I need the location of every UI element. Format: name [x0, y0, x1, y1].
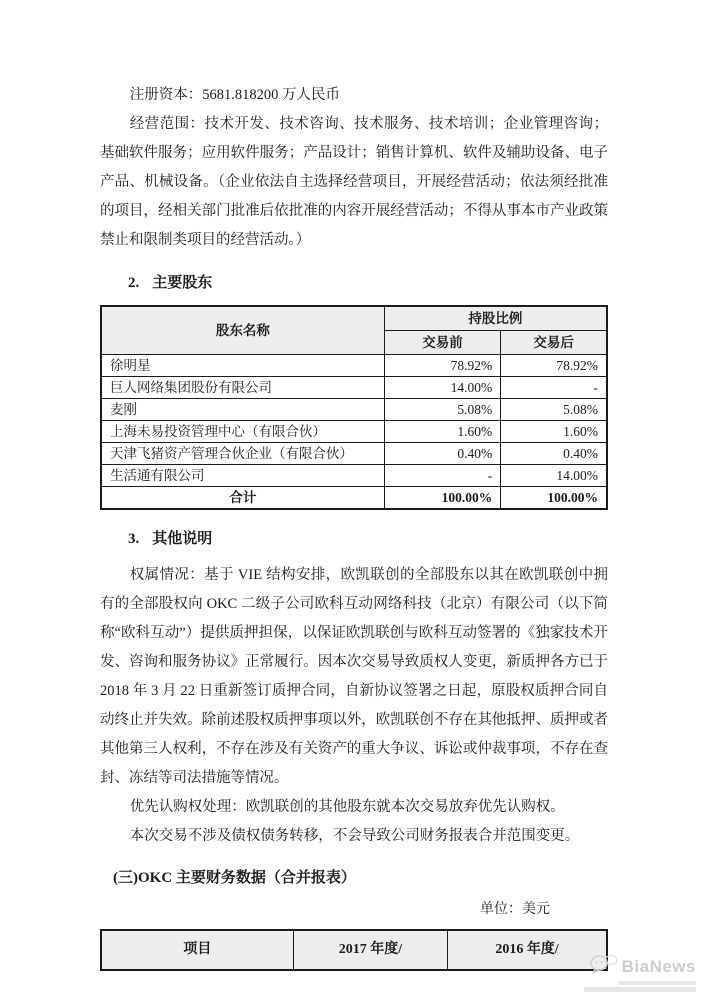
table-row — [101, 443, 607, 465]
section-heading-financial-data: (三)OKC 主要财务数据（合并报表） — [113, 870, 356, 886]
ratio-after-cell: 14.00% — [501, 465, 607, 487]
debt-transfer-paragraph: 本次交易不涉及债权债务转移，不会导致公司财务报表合并范围变更。 — [129, 828, 580, 844]
watermark — [546, 954, 696, 992]
ownership-paragraph: 权属情况：基于 VIE 结构安排，欧凯联创的全部股东以其在欧凯联创中拥有的全部股权向 OKC 二级子公司欧科互动网络科技（北京）有限公司（以下简称“欧科互动”）提供质押担保，以保证欧凯联创与欧科互动签署的《独家技术开发、咨询和服务协议》正常履行。因本次交易导致质权人变更，新质押各方已于 2018 年 3 月 22 日重新签订质押合同，自新协议签署之日起，原股权质押合同自动终止并失效。除前述股权质押事项以外，欧凯联创不存在其他抵押、质押或者其他第三人权利，不存在涉及有关资产的重大争议、诉讼或仲裁事项，不存在查封、冻结等司法措施等情况。 — [100, 567, 608, 786]
shareholder-name-cell: 麦刚 — [101, 399, 384, 421]
ratio-before-cell: 0.40% — [384, 443, 500, 465]
table-row — [101, 355, 607, 377]
section-number: 2. — [128, 275, 140, 291]
ratio-after-cell: 1.60% — [501, 421, 607, 443]
ratio-after-cell: 0.40% — [501, 443, 607, 465]
total-before-cell: 100.00% — [384, 487, 500, 510]
shareholder-name-cell: 天津飞猪资产管理合伙企业（有限合伙） — [101, 443, 384, 465]
financial-data-table — [100, 929, 608, 971]
chat-bubble-logo-icon — [590, 954, 618, 979]
table-total-row — [101, 487, 607, 510]
col-header-item: 项目 — [101, 930, 293, 970]
table-row — [101, 465, 607, 487]
document-content — [100, 0, 608, 971]
watermark-brand-text: BiaNews — [621, 956, 696, 976]
business-scope-paragraph: 经营范围：技术开发、技术咨询、技术服务、技术培训；企业管理咨询；基础软件服务；应用软件服务；产品设计；销售计算机、软件及辅助设备、电子产品、机械设备。（企业依法自主选择经营项目，开展经营活动；依法须经批准的项目，经相关部门批准后依批准的内容开展经营活动；不得从事本市产业政策禁止和限制类项目的经营活动。） — [100, 116, 608, 248]
ratio-after-cell: 5.08% — [501, 399, 607, 421]
ratio-after-cell: - — [501, 377, 607, 399]
unit-label: 单位：美元 — [480, 902, 550, 917]
section-title: 主要股东 — [152, 275, 213, 291]
ratio-before-cell: - — [384, 465, 500, 487]
table-row — [101, 377, 607, 399]
shareholder-name-cell: 徐明星 — [101, 355, 384, 377]
total-after-cell: 100.00% — [501, 487, 607, 510]
col-header-before-transaction: 交易前 — [384, 331, 500, 355]
ratio-before-cell: 5.08% — [384, 399, 500, 421]
col-header-fy2017: 2017 年度/ — [293, 930, 447, 970]
shareholders-table — [100, 305, 608, 510]
total-label-cell: 合计 — [101, 487, 384, 510]
watermark-smallprint-line — [584, 987, 696, 992]
watermark-smallprint-line — [618, 981, 696, 985]
col-header-shareholder-name: 股东名称 — [101, 306, 384, 355]
col-header-after-transaction: 交易后 — [501, 331, 607, 355]
table-row — [101, 421, 607, 443]
section-heading-other-notes — [100, 527, 608, 548]
shareholder-name-cell: 巨人网络集团股份有限公司 — [101, 377, 384, 399]
registered-capital-paragraph: 注册资本：5681.818200 万人民币 — [129, 87, 340, 103]
col-header-fy2016: 2016 年度/ — [448, 930, 607, 970]
section-heading-shareholders — [100, 271, 608, 292]
ratio-before-cell: 1.60% — [384, 421, 500, 443]
ratio-after-cell: 78.92% — [501, 355, 607, 377]
shareholder-name-cell: 生活通有限公司 — [101, 465, 384, 487]
ratio-before-cell: 14.00% — [384, 377, 500, 399]
section-title: 其他说明 — [152, 531, 213, 547]
shareholder-name-cell: 上海未易投资管理中心（有限合伙） — [101, 421, 384, 443]
table-header-row-1 — [101, 306, 607, 331]
section-number: 3. — [128, 531, 140, 547]
table-row — [101, 399, 607, 421]
financial-table-header-row — [101, 930, 607, 970]
preemptive-right-paragraph: 优先认购权处理：欧凯联创的其他股东就本次交易放弃优先认购权。 — [129, 799, 565, 815]
col-group-header-shareholding-ratio: 持股比例 — [384, 306, 607, 331]
ratio-before-cell: 78.92% — [384, 355, 500, 377]
